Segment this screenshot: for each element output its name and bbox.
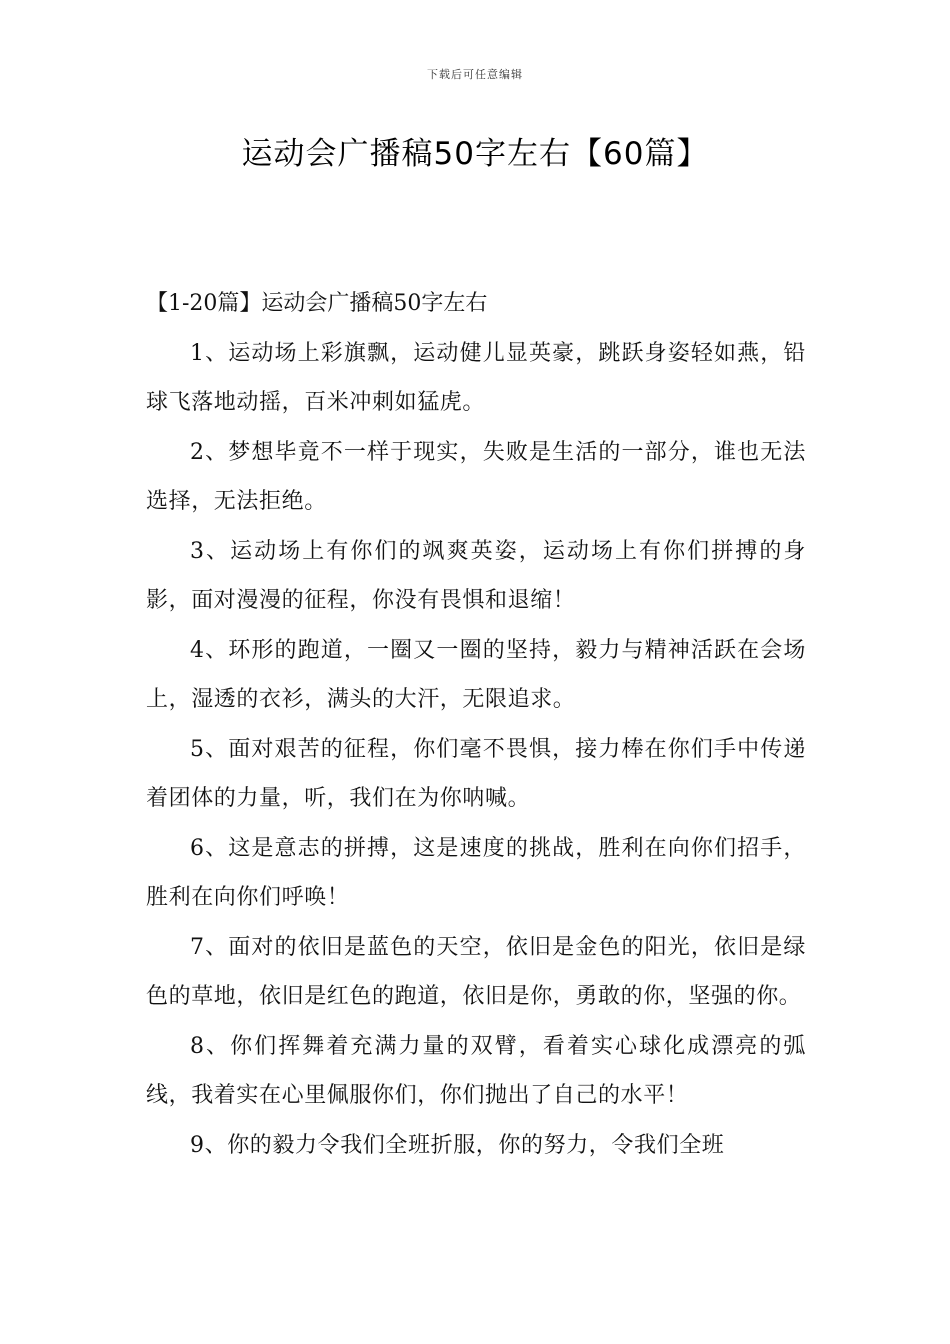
paragraph-9: 9、你的毅力令我们全班折服，你的努力，令我们全班 — [190, 1132, 725, 1158]
paragraph-4: 4、环形的跑道，一圈又一圈的坚持，毅力与精神活跃在会场上，湿透的衣衫，满头的大汗，无限追求。 — [146, 637, 806, 712]
header-note: 下载后可任意编辑 — [427, 68, 523, 81]
paragraph-8: 8、你们挥舞着充满力量的双臂，看着实心球化成漂亮的弧线，我着实在心里佩服你们，你们抛出了自己的水平！ — [146, 1033, 806, 1108]
paragraph-5: 5、面对艰苦的征程，你们毫不畏惧，接力棒在你们手中传递着团体的力量，听，我们在为你呐喊。 — [146, 736, 806, 811]
paragraph-7: 7、面对的依旧是蓝色的天空，依旧是金色的阳光，依旧是绿色的草地，依旧是红色的跑道，依旧是你，勇敢的你，坚强的你。 — [146, 934, 806, 1009]
section-heading: 【1-20篇】运动会广播稿50字左右 — [146, 291, 488, 316]
document-body — [146, 279, 806, 1170]
paragraph-6: 6、这是意志的拼搏，这是速度的挑战，胜利在向你们招手，胜利在向你们呼唤！ — [146, 835, 806, 910]
paragraph-2: 2、梦想毕竟不一样于现实，失败是生活的一部分，谁也无法选择，无法拒绝。 — [146, 439, 806, 514]
paragraph-1: 1、运动场上彩旗飘，运动健儿显英豪，跳跃身姿轻如燕，铅球飞落地动摇，百米冲刺如猛虎。 — [146, 340, 806, 415]
document-title: 运动会广播稿50字左右【60篇】 — [241, 136, 709, 172]
paragraph-3: 3、运动场上有你们的飒爽英姿，运动场上有你们拼搏的身影，面对漫漫的征程，你没有畏惧和退缩！ — [146, 538, 806, 613]
